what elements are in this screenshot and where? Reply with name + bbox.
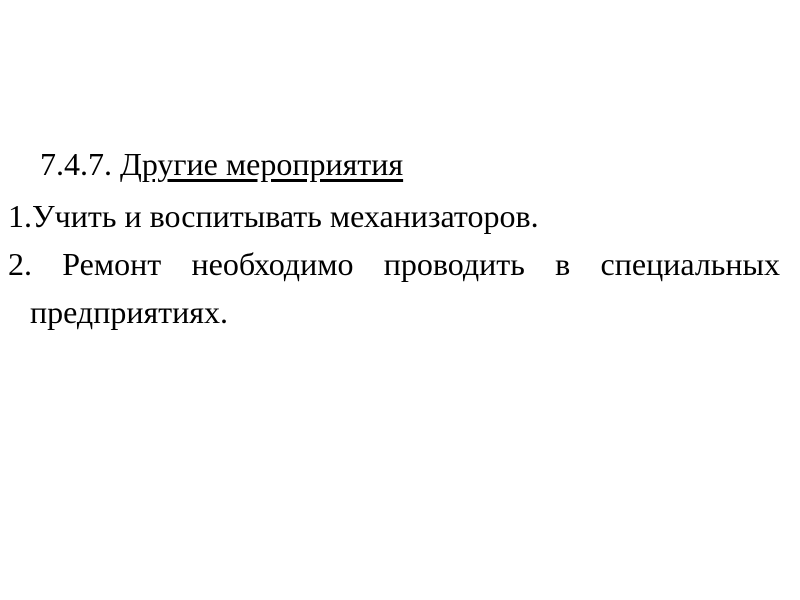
slide-text-block (8, 140, 780, 336)
slide-title (8, 140, 780, 188)
title-section-number: 7.4.7. (40, 146, 120, 182)
list-item-1: 1.Учить и воспитывать механизаторов. (8, 198, 539, 234)
title-underlined-text: Другие мероприятия (120, 146, 404, 182)
list-item-2: 2. Ремонт необходимо проводить в специальных предприятиях. (8, 246, 780, 330)
